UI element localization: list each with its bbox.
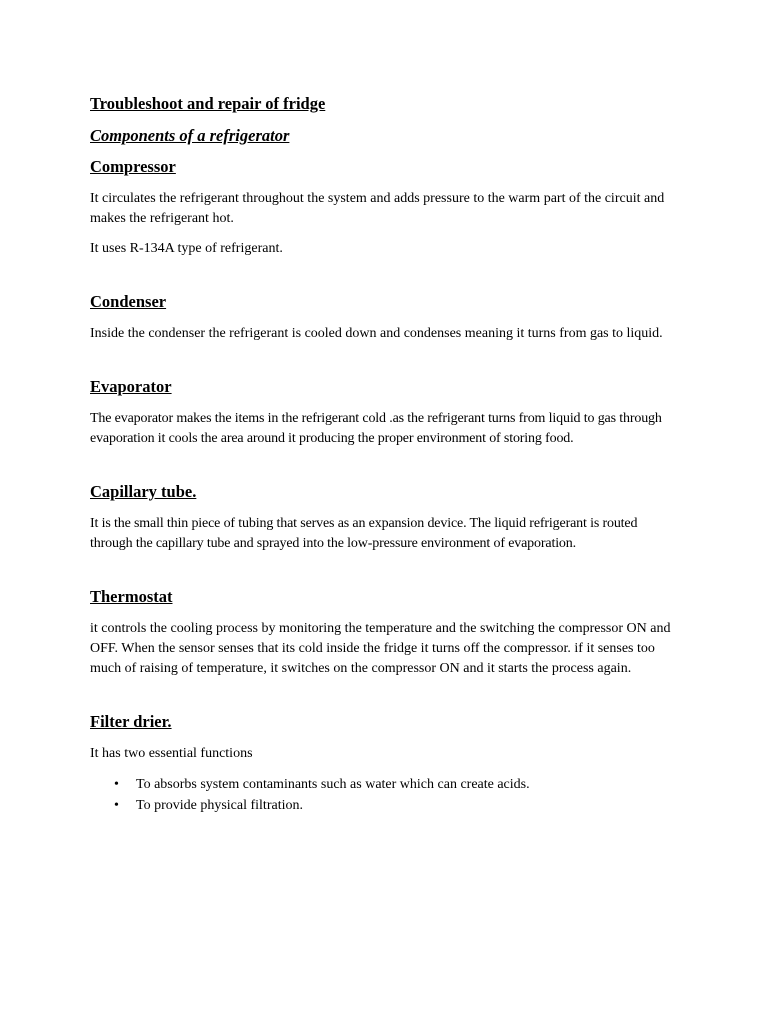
document-title: Troubleshoot and repair of fridge <box>90 94 326 113</box>
document-page <box>90 94 680 816</box>
section-heading-capillary-tube: Capillary tube. <box>90 482 197 501</box>
section-compressor <box>90 157 680 259</box>
list-item-text: To provide physical filtration. <box>136 798 303 813</box>
section-evaporator <box>90 377 680 449</box>
document-subtitle: Components of a refrigerator <box>90 126 290 145</box>
section-heading-filter-drier: Filter drier. <box>90 712 172 731</box>
section-capillary-tube <box>90 482 680 554</box>
list-item <box>90 774 680 795</box>
section-heading-evaporator: Evaporator <box>90 377 172 396</box>
section-thermostat <box>90 587 680 679</box>
bullet-icon: • <box>114 798 119 813</box>
thermostat-paragraph-1: it controls the cooling process by monitoring the temperature and the switching the compressor ON and OFF. When the sensor senses that its cold inside the fridge it turns off the compressor. if it senses too much of raising of temperature, it switches on the compressor ON and it starts the process again. <box>90 621 671 676</box>
condenser-paragraph-1: Inside the condenser the refrigerant is cooled down and condenses meaning it turns from gas to liquid. <box>90 326 663 341</box>
compressor-paragraph-1: It circulates the refrigerant throughout the system and adds pressure to the warm part of the circuit and makes the refrigerant hot. <box>90 191 665 226</box>
list-item-text: To absorbs system contaminants such as water which can create acids. <box>136 777 530 792</box>
section-heading-compressor: Compressor <box>90 157 176 176</box>
list-item <box>90 795 680 816</box>
evaporator-paragraph-1: The evaporator makes the items in the refrigerant cold .as the refrigerant turns from liquid to gas through evaporation it cools the area around it producing the proper environment of storing food. <box>90 411 662 446</box>
section-heading-thermostat: Thermostat <box>90 587 173 606</box>
filter-functions-list <box>90 774 680 816</box>
capillary-paragraph-1: It is the small thin piece of tubing that serves as an expansion device. The liquid refrigerant is routed through the capillary tube and sprayed into the low-pressure environment of evaporation. <box>90 516 638 551</box>
compressor-paragraph-2: It uses R-134A type of refrigerant. <box>90 241 283 256</box>
section-heading-condenser: Condenser <box>90 292 167 311</box>
section-filter-drier <box>90 712 680 816</box>
filter-paragraph-1: It has two essential functions <box>90 746 253 761</box>
section-condenser <box>90 292 680 344</box>
bullet-icon: • <box>114 777 119 792</box>
